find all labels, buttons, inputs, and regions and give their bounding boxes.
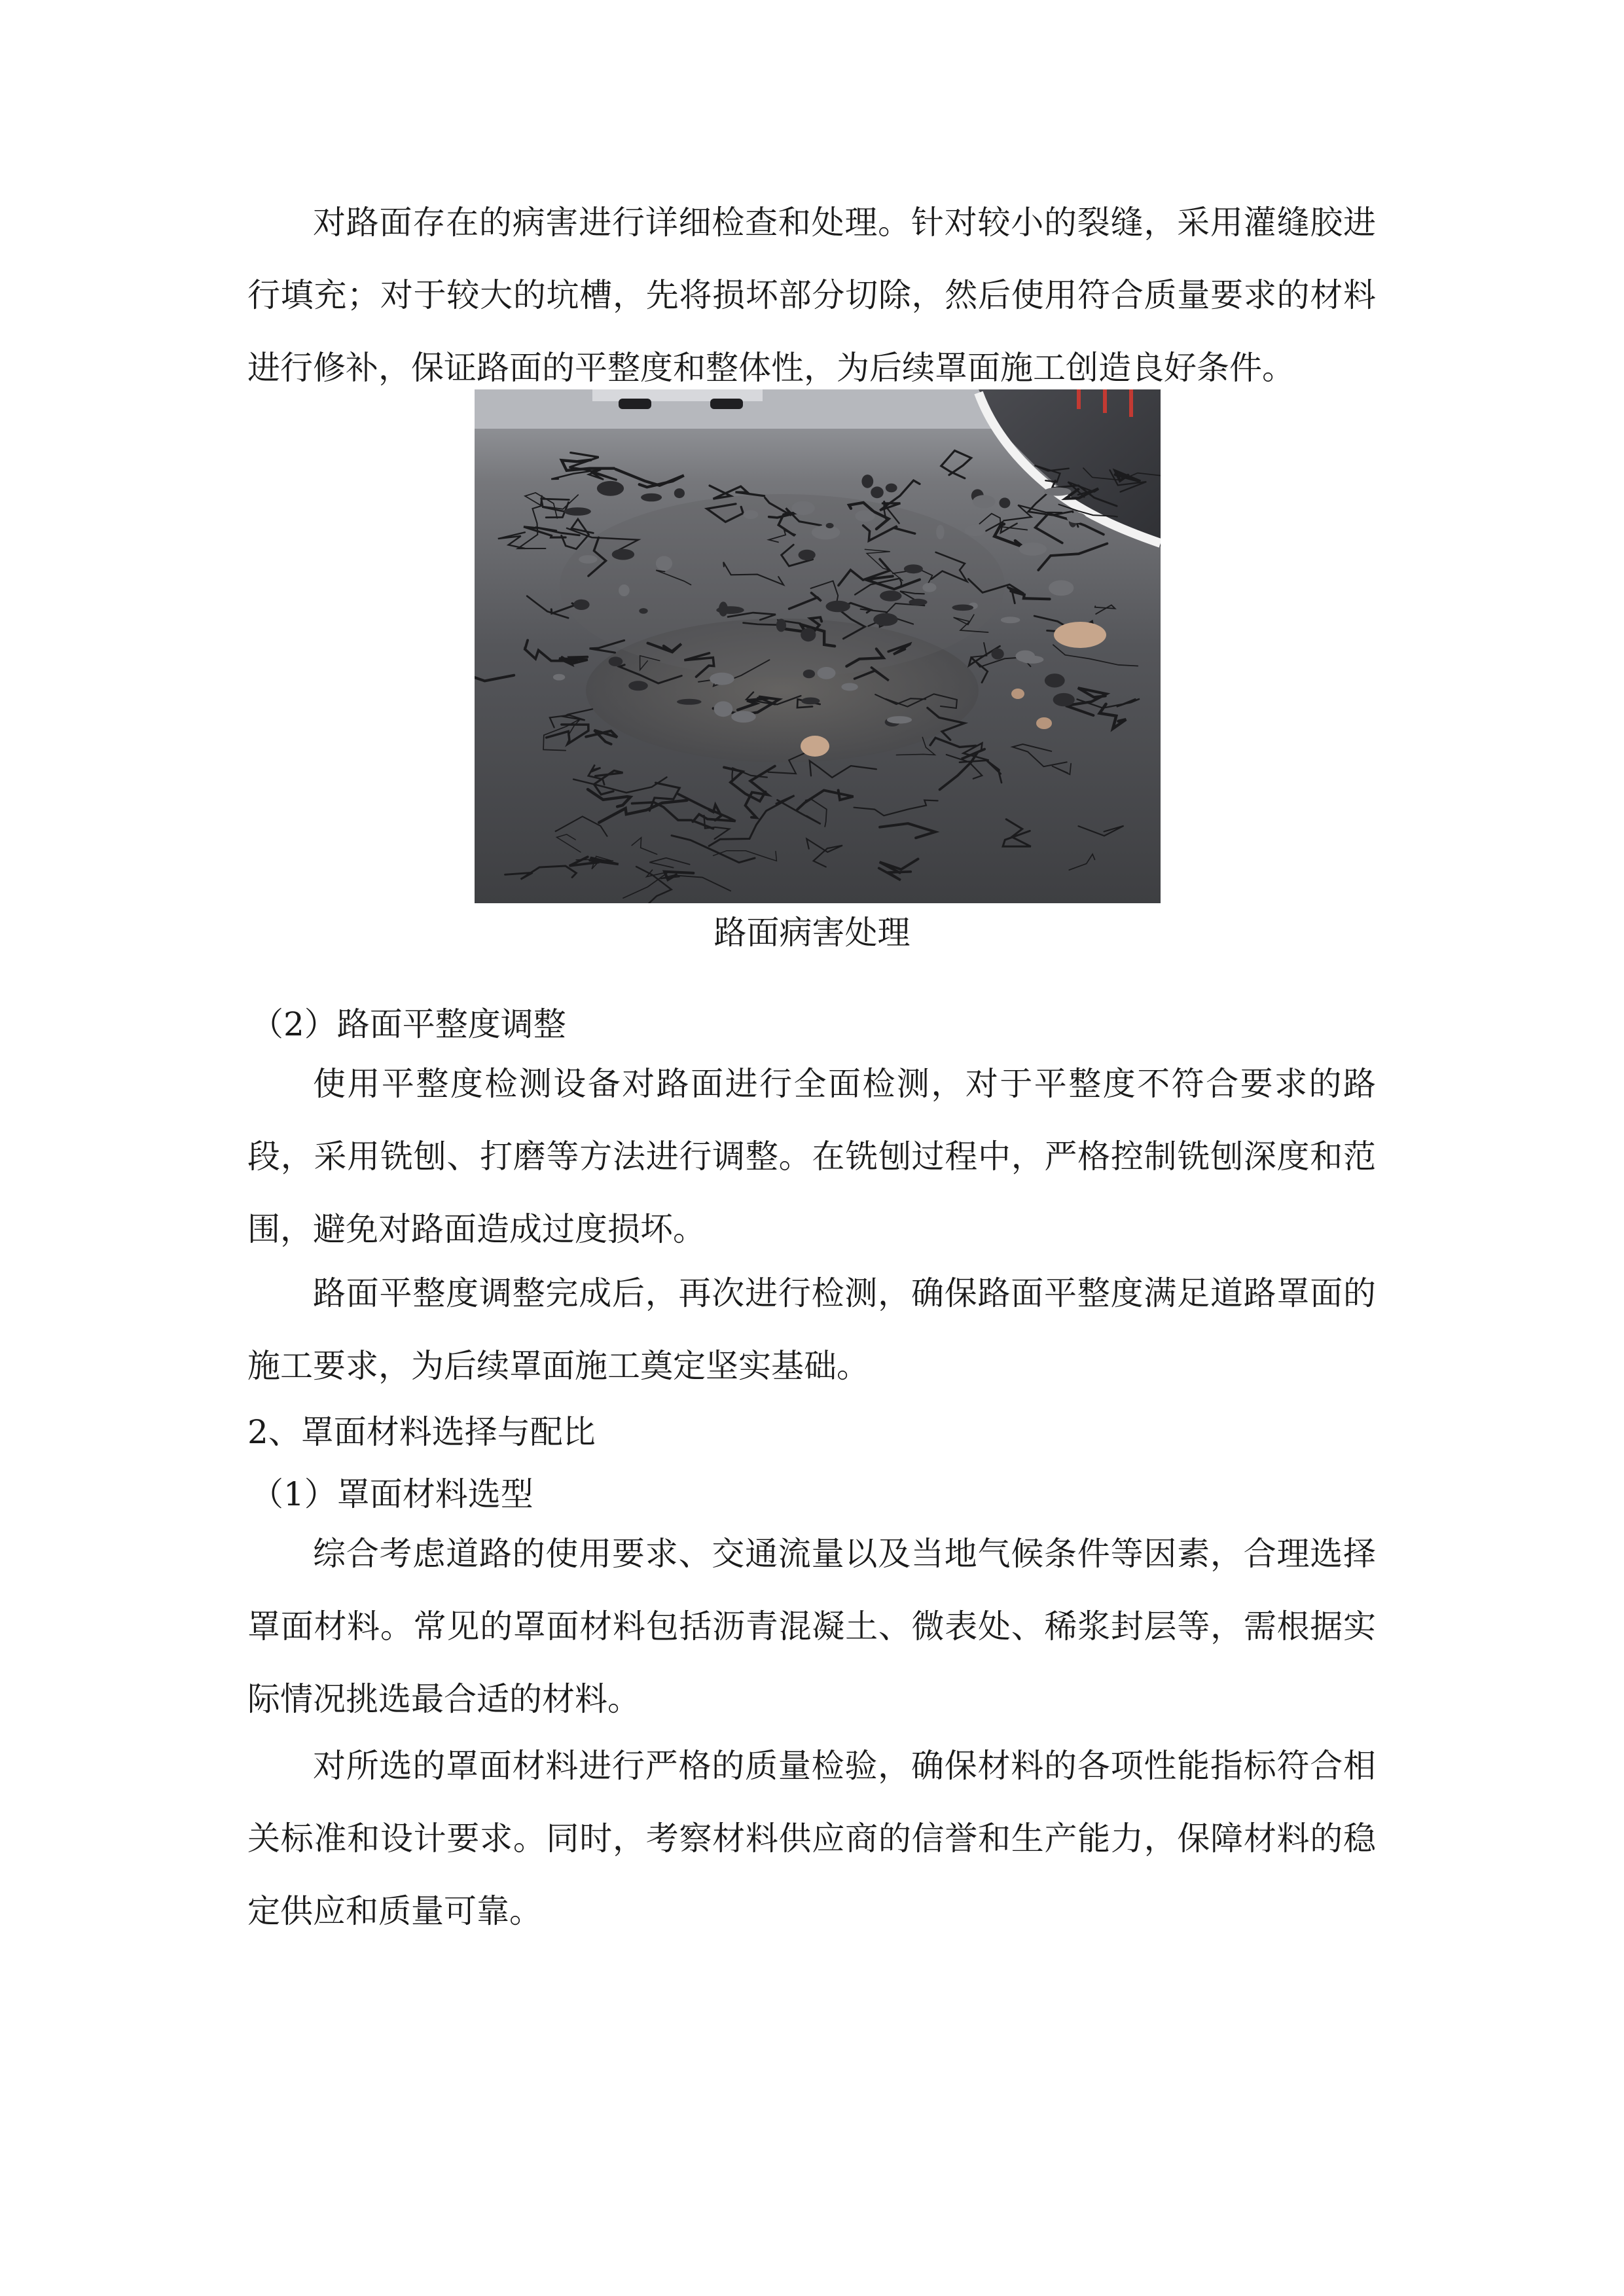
asphalt-chunk (619, 584, 630, 596)
asphalt-chunk (952, 605, 973, 611)
asphalt-chunk (628, 681, 648, 691)
asphalt-chunk (1019, 543, 1047, 556)
asphalt-chunk (1049, 581, 1074, 596)
asphalt-chunk (1044, 488, 1072, 496)
asphalt-chunk (1016, 651, 1036, 662)
asphalt-chunk (639, 608, 647, 614)
asphalt-chunk (909, 599, 927, 605)
asphalt-chunk (886, 484, 897, 493)
asphalt-chunk (656, 556, 672, 571)
asphalt-chunk (803, 670, 815, 678)
paragraph-flatness-detection: 使用平整度检测设备对路面进行全面检测，对于平整度不符合要求的路段，采用铣刨、打磨等方法进行调整。在铣刨过程中，严格控制铣刨深度和范围，避免对路面造成过度损坏。 (247, 1065, 1376, 1248)
asphalt-chunk (710, 673, 734, 685)
asphalt-chunk (873, 613, 897, 626)
asphalt-chunk (641, 493, 662, 502)
paragraph-flatness-recheck: 路面平整度调整完成后，再次进行检测，确保路面平整度满足道路罩面的施工要求，为后续罩面施工奠定坚实基础。 (247, 1274, 1376, 1385)
asphalt-chunk (904, 564, 923, 573)
asphalt-chunk (1067, 512, 1087, 523)
asphalt-chunk (612, 549, 634, 560)
asphalt-chunk (801, 628, 816, 641)
asphalt-chunk (936, 525, 944, 539)
asphalt-chunk (573, 600, 590, 610)
asphalt-chunk (826, 601, 850, 613)
asphalt-chunk (861, 475, 873, 488)
heading-material-type: （1）罩面材料选型 (251, 1475, 533, 1513)
asphalt-chunk (922, 583, 936, 592)
asphalt-chunk (791, 501, 814, 515)
asphalt-chunk (1001, 617, 1020, 623)
asphalt-chunk (743, 510, 758, 519)
asphalt-chunk (1045, 673, 1065, 687)
asphalt-chunk (597, 481, 624, 496)
asphalt-chunk (719, 601, 728, 617)
asphalt-chunk (553, 674, 565, 681)
heading-flatness-adjustment: （2）路面平整度调整 (251, 1005, 566, 1043)
asphalt-chunk (799, 550, 816, 560)
asphalt-chunk (674, 488, 685, 498)
asphalt-chunk (855, 511, 875, 522)
asphalt-chunk (871, 486, 884, 498)
asphalt-chunk (973, 495, 996, 508)
paragraph-pavement-disease: 对路面存在的病害进行详细检查和处理。针对较小的裂缝，采用灌缝胶进行填充；对于较大的坑槽，先将损坏部分切除，然后使用符合质量要求的材料进行修补，保证路面的平整度和整体性，为后续罩面施工创造良好条件。 (247, 204, 1376, 387)
asphalt-chunk (579, 555, 597, 564)
asphalt-chunk (812, 526, 840, 540)
asphalt-chunk (965, 525, 986, 536)
asphalt-chunk (992, 649, 1004, 660)
heading-material-selection: 2、罩面材料选择与配比 (247, 1413, 596, 1451)
figure-caption: 路面病害处理 (713, 914, 911, 952)
asphalt-chunk (826, 523, 834, 528)
asphalt-chunk (880, 590, 901, 601)
asphalt-chunk (731, 711, 755, 723)
asphalt-chunk (1053, 693, 1075, 706)
asphalt-chunk (801, 698, 820, 705)
asphalt-chunk (999, 497, 1010, 508)
asphalt-chunk (609, 656, 623, 666)
paragraph-material-inspection: 对所选的罩面材料进行严格的质量检验，确保材料的各项性能指标符合相关标准和设计要求。同时，考察材料供应商的信誉和生产能力，保障材料的稳定供应和质量可靠。 (247, 1747, 1376, 1930)
asphalt-chunk (714, 701, 733, 717)
pavement-damage-photo (475, 389, 1161, 903)
asphalt-chunk (818, 667, 836, 679)
paragraph-material-choice: 综合考虑道路的使用要求、交通流量以及当地气候条件等因素，合理选择罩面材料。常见的罩面材料包括沥青混凝土、微表处、稀浆封层等，需根据实际情况挑选最合适的材料。 (247, 1535, 1376, 1718)
asphalt-chunk (776, 619, 786, 632)
asphalt-chunk (841, 683, 857, 691)
asphalt-chunk (887, 716, 912, 723)
asphalt-chunk (677, 699, 702, 705)
asphalt-chunk (564, 507, 591, 516)
